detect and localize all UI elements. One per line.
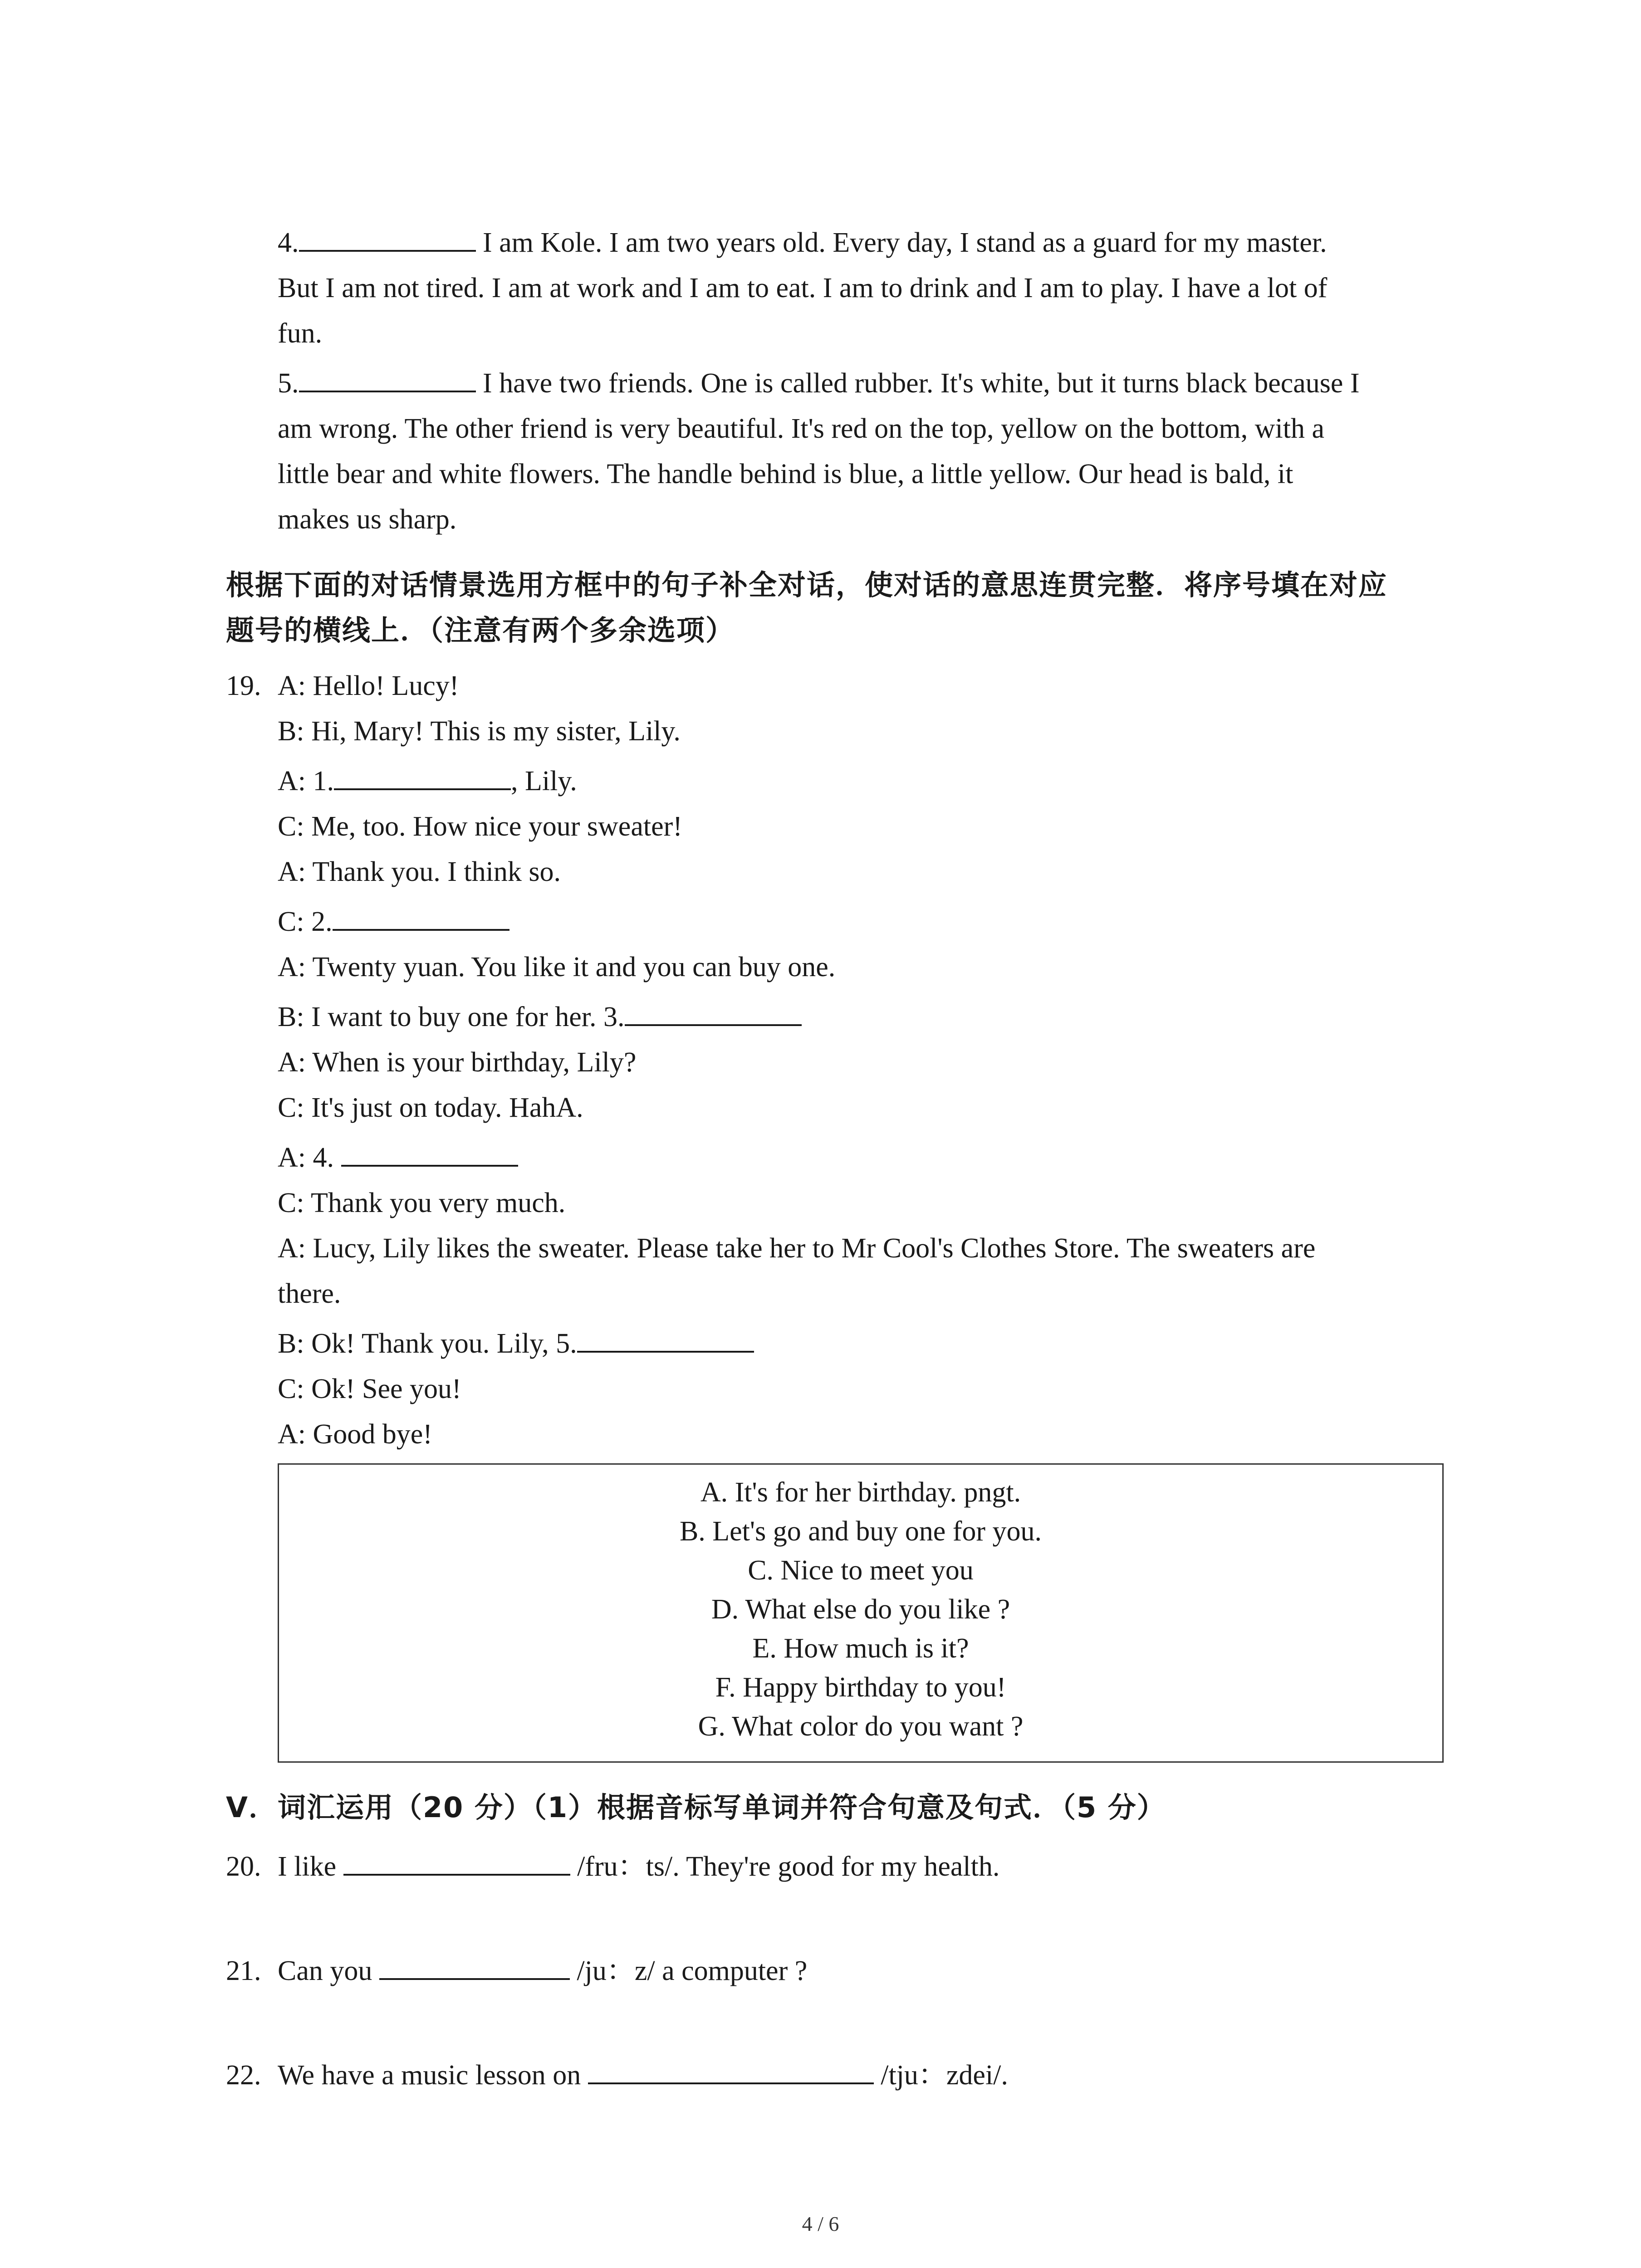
answer-blank[interactable] [299, 361, 476, 392]
answer-blank[interactable] [343, 1844, 570, 1876]
dialogue-line: there. [278, 1278, 341, 1309]
passage-5-line-1 [278, 361, 1360, 406]
option-c: C. Nice to meet you [748, 1555, 974, 1586]
answer-blank-1[interactable] [334, 758, 511, 790]
dialogue-line: A: Hello! Lucy! [278, 670, 459, 701]
answer-blank-5[interactable] [577, 1321, 754, 1353]
dialogue-line: C: It's just on today. HahA. [278, 1092, 583, 1123]
option-d: D. What else do you like ? [711, 1594, 1010, 1625]
text: /fru：ts/. They're good for my health. [570, 1851, 1000, 1882]
text: , Lily. [511, 766, 577, 797]
question-number-22: 22. [226, 2060, 261, 2091]
page-number: 4 / 6 [802, 2212, 839, 2235]
item-number: 4. [278, 227, 299, 258]
text: I have two friends. One is called rubber. It's white, but it turns black because I [475, 368, 1360, 399]
text: B: Ok! Thank you. Lily, 5. [278, 1328, 577, 1359]
dialogue-line: B: Hi, Mary! This is my sister, Lily. [278, 716, 681, 747]
question-number-19: 19. [226, 670, 261, 701]
passage-4-line-2: But I am not tired. I am at work and I am to eat. I am to drink and I am to play. I have a lot of [278, 273, 1327, 303]
dialogue-line [278, 899, 509, 944]
option-a: A. It's for her birthday. pngt. [700, 1477, 1021, 1508]
dialogue-line [278, 1321, 754, 1366]
passage-5-line-4: makes us sharp. [278, 504, 457, 535]
option-g: G. What color do you want ? [698, 1711, 1024, 1742]
instruction-line-2: 题号的横线上．（注意有两个多余选项） [226, 614, 735, 647]
section-title: Ⅴ．词汇运用（20 分）（1）根据音标写单词并符合句意及句式．（5 分） [226, 1791, 1166, 1824]
dialogue-line: A: Twenty yuan. You like it and you can buy one. [278, 952, 836, 982]
text: I am Kole. I am two years old. Every day, I stand as a guard for my master. [475, 227, 1327, 258]
answer-blank[interactable] [588, 2053, 874, 2084]
option-f: F. Happy birthday to you! [715, 1672, 1006, 1703]
item-number: 5. [278, 368, 299, 399]
instruction-line-1: 根据下面的对话情景选用方框中的句子补全对话，使对话的意思连贯完整．将序号填在对应 [226, 568, 1388, 601]
dialogue-line: A: Good bye! [278, 1419, 432, 1450]
passage-4-line-3: fun. [278, 318, 323, 349]
text: A: 4. [278, 1142, 341, 1173]
answer-blank[interactable] [299, 220, 476, 252]
text: /ju：z/ a computer ? [569, 1955, 808, 1986]
text: A: 1. [278, 766, 334, 797]
question-21 [278, 1948, 807, 1994]
text: C: 2. [278, 906, 333, 937]
question-22 [278, 2053, 1008, 2098]
dialogue-line [278, 1135, 518, 1180]
answer-blank-4[interactable] [341, 1135, 518, 1167]
text: /tju：zdei/. [873, 2060, 1008, 2091]
dialogue-line [278, 994, 802, 1040]
text: We have a music lesson on [278, 2060, 588, 2091]
text: B: I want to buy one for her. 3. [278, 1002, 625, 1032]
dialogue-line: A: Thank you. I think so. [278, 856, 561, 887]
answer-blank[interactable] [379, 1948, 570, 1980]
dialogue-line: C: Me, too. How nice your sweater! [278, 811, 682, 842]
question-number-21: 21. [226, 1955, 261, 1986]
question-20 [278, 1844, 999, 1889]
dialogue-line: C: Thank you very much. [278, 1188, 566, 1218]
passage-4-line-1 [278, 220, 1327, 265]
text: I like [278, 1851, 343, 1882]
passage-5-line-3: little bear and white flowers. The handle behind is blue, a little yellow. Our head is bald, it [278, 459, 1293, 489]
dialogue-line: C: Ok! See you! [278, 1374, 461, 1404]
passage-5-line-2: am wrong. The other friend is very beautiful. It's red on the top, yellow on the bottom, with a [278, 413, 1324, 444]
option-e: E. How much is it? [752, 1633, 969, 1664]
option-b: B. Let's go and buy one for you. [679, 1516, 1042, 1547]
dialogue-line: A: Lucy, Lily likes the sweater. Please take her to Mr Cool's Clothes Store. The sweaters are [278, 1233, 1316, 1264]
options-box [278, 1463, 1444, 1763]
text: Can you [278, 1955, 379, 1986]
answer-blank-3[interactable] [625, 994, 802, 1026]
dialogue-line: A: When is your birthday, Lily? [278, 1047, 637, 1078]
dialogue-line [278, 758, 577, 804]
question-number-20: 20. [226, 1851, 261, 1882]
answer-blank-2[interactable] [333, 899, 509, 931]
